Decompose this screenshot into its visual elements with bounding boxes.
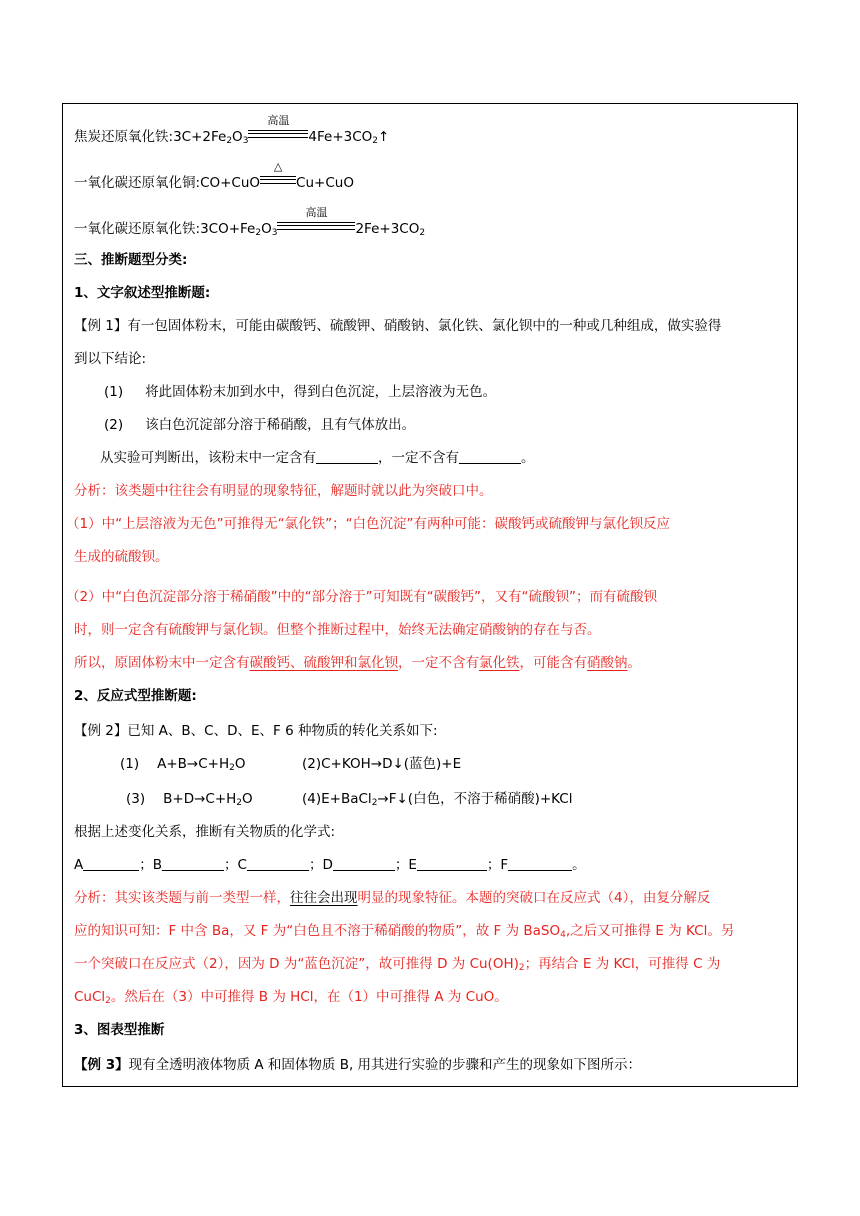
example2-ask: 根据上述变化关系，推断有关物质的化学式: <box>74 824 336 840</box>
analysis2-line3: 一个突破口在反应式（2），因为 D 为“蓝色沉淀”，故可推得 D 为 $Cu(OH)_2$；再结合 E 为 KCl，可推得 C 为 <box>74 956 721 973</box>
analysis2-line4: CuCl$_2$。然后在（3）中可推得 B 为 HCl，在（1）中可推得 A 为 CuO。 <box>74 989 508 1006</box>
reaction-1: (1) $A+B\to C+H_2O$ <box>120 756 246 773</box>
equation-3: 一氧化碳还原氧化铁$:3CO+Fe_2O_3$ 高温 $2Fe+3CO_2$ <box>74 206 426 238</box>
analysis1-line3: 生成的硫酸钡。 <box>74 549 169 565</box>
example1-item2: (2) 该白色沉淀部分溶于稀硝酸，且有气体放出。 <box>104 417 416 433</box>
analysis1-line5: 时，则一定含有硫酸钾与氯化钡。但整个推断过程中，始终无法确定硝酸钠的存在与否。 <box>74 622 601 638</box>
example1-item1: (1) 将此固体粉末加到水中，得到白色沉淀，上层溶液为无色。 <box>104 384 497 400</box>
sub3-title: 3、图表型推断 <box>74 1022 165 1038</box>
analysis1-line6: 所以，原固体粉末中一定含有碳酸钙、硫酸钾和氯化钡，一定不含有氯化铁，可能含有硝酸钠。 <box>74 655 641 671</box>
analysis2-line2: 应的知识可知：F 中含 Ba，又 F 为“白色且不溶于稀硝酸的物质”，故 F 为 BaSO$_4$,之后又可推得 E 为 KCl。另 <box>74 923 735 940</box>
reaction-condition: 高温 <box>277 220 355 238</box>
reaction-2: (2)C+KOH→D↓(蓝色)+E <box>302 756 462 772</box>
example1-line2: 到以下结论: <box>74 351 147 367</box>
analysis1-line2: （1）中“上层溶液为无色”可推得无“氯化铁”；“白色沉淀”有两种可能：碳酸钙或硫酸钾与氯化钡反应 <box>66 516 671 532</box>
equation-1: 焦炭还原氧化铁$:3C+2Fe_2O_3$ 高温 $4Fe+3CO_2↑$ <box>74 114 390 146</box>
answer-blank[interactable] <box>459 449 521 464</box>
answer-blank-d[interactable] <box>333 856 395 871</box>
reaction-4: (4)E+BaCl$_2$→F↓(白色，不溶于稀硝酸)+KCl <box>302 791 573 808</box>
reaction-condition: 高温 <box>248 128 308 146</box>
example1-question: 从实验可判断出，该粉末中一定含有 ，一定不含有 。 <box>100 450 535 466</box>
answer-blank-f[interactable] <box>508 856 572 871</box>
answer-blank[interactable] <box>316 449 378 464</box>
reaction-3: (3) $B+D\to C+H_2O$ <box>126 791 253 808</box>
equation-2: 一氧化碳还原氧化铜:CO+CuO △ Cu+CuO <box>74 160 354 191</box>
answer-blank-a[interactable] <box>83 856 139 871</box>
answer-blank-c[interactable] <box>247 856 309 871</box>
reaction-condition: △ <box>260 174 296 192</box>
example2-answers: A ；B ；C ；D ；E ；F 。 <box>74 857 586 873</box>
section3-title: 三、推断题型分类: <box>74 252 188 268</box>
sub1-title: 1、文字叙述型推断题: <box>74 285 211 301</box>
analysis1-line1: 分析：该类题中往往会有明显的现象特征，解题时就以此为突破口中。 <box>74 483 493 499</box>
example2-intro: 【例 2】已知 A、B、C、D、E、F 6 种物质的转化关系如下: <box>74 723 438 739</box>
analysis1-line4: （2）中“白色沉淀部分溶于稀硝酸”中的“部分溶于”可知既有“碳酸钙”，又有“硫酸钡”；而有硫酸钡 <box>66 589 658 605</box>
analysis2-line1: 分析：其实该类题与前一类型一样，往往会出现明显的现象特征。本题的突破口在反应式（4），由复分解反 <box>74 890 711 906</box>
example1-line1: 【例 1】有一包固体粉末，可能由碳酸钙、硫酸钾、硝酸钠、氯化铁、氯化钡中的一种或几种组成，做实验得 <box>74 318 722 334</box>
answer-blank-e[interactable] <box>417 856 487 871</box>
sub2-title: 2、反应式型推断题: <box>74 688 197 704</box>
example3-line: 【例 3】现有全透明液体物质 A 和固体物质 B, 用其进行实验的步骤和产生的现象如下图所示： <box>74 1057 642 1073</box>
answer-blank-b[interactable] <box>162 856 224 871</box>
